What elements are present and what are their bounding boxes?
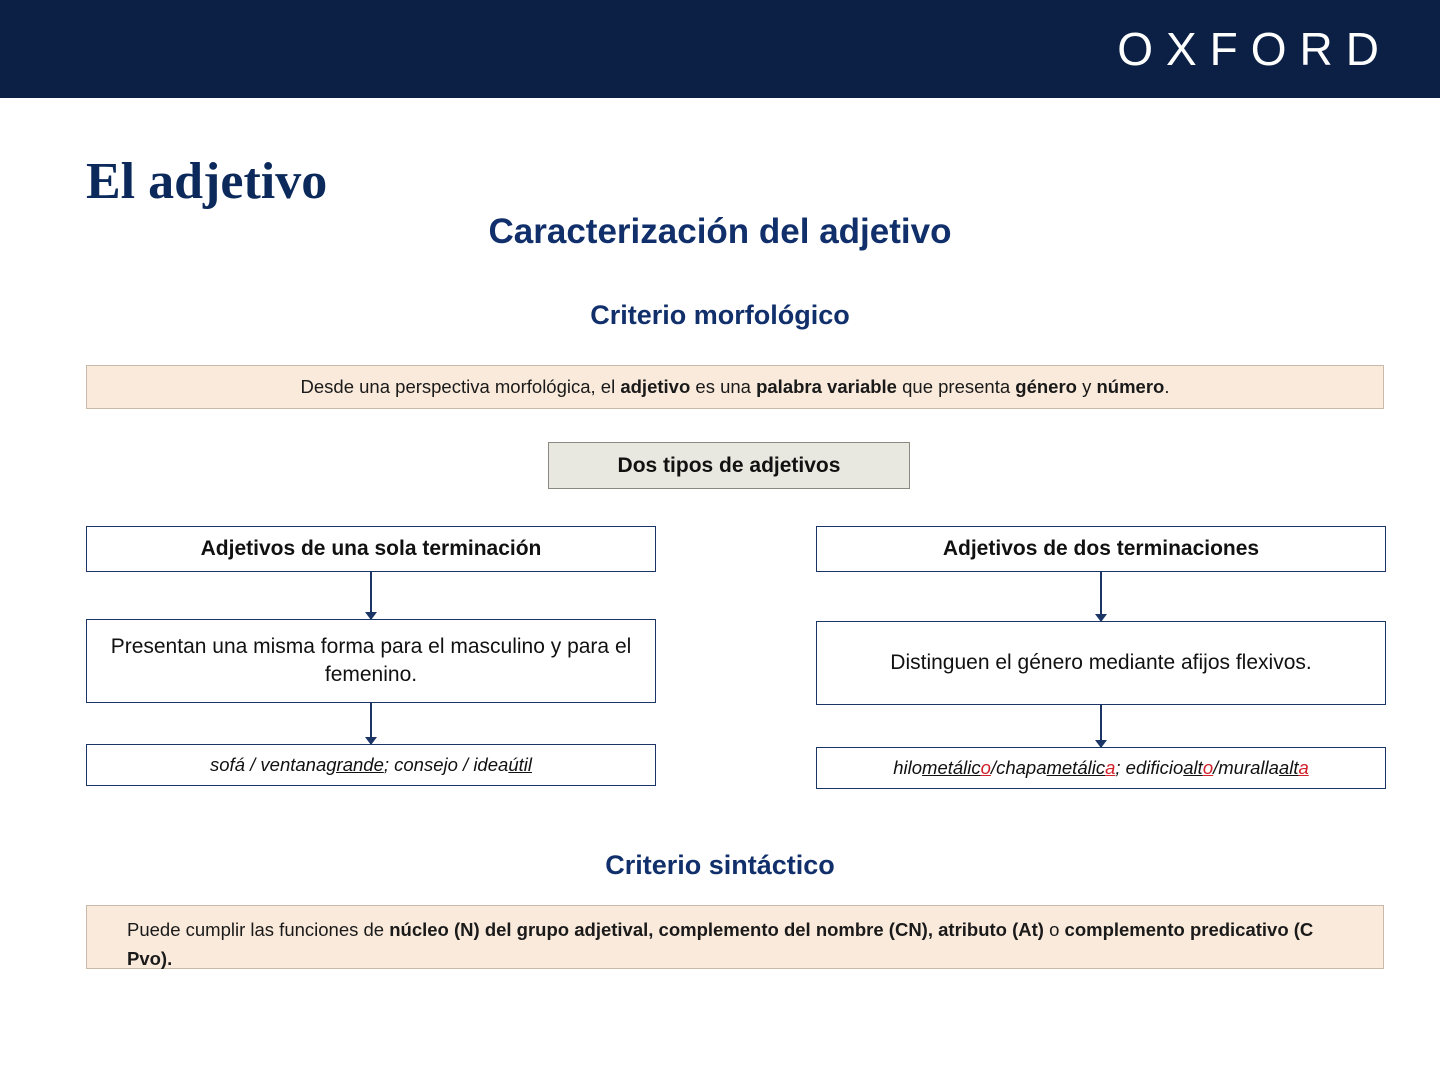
left-column-example-text [87,745,655,785]
def-m-part5: . [1164,376,1170,397]
right-ex-a: hilo [893,757,923,778]
def-m-part2: es una [690,376,757,397]
definition-banner-morfologico [86,365,1384,409]
def-m-bold2: palabra variable [756,376,897,397]
def-m-bold1: adjetivo [620,376,691,397]
left-column-description-text: Presentan una misma forma para el masculino y para el femenino. [110,634,632,686]
types-box [548,442,910,489]
def-m-bold3: género [1015,376,1077,397]
definition-banner-sintactico [86,905,1384,969]
right-column-header-box [816,526,1386,572]
def-s-part1: Puede cumplir las funciones de [127,919,390,940]
section-heading-morfologico: Criterio morfológico [590,300,850,330]
page-title: El adjetivo [86,153,328,210]
right-column-header-label: Adjetivos de dos terminaciones [942,537,1260,560]
right-ex-r1: o [980,757,991,778]
oxford-logo: OXFORD [1117,23,1392,75]
right-ex-u3: alt [1183,757,1203,778]
right-ex-c: ; edificio [1115,757,1184,778]
right-ex-r3: o [1202,757,1214,778]
slide-subtitle: Caracterización del adjetivo [488,212,952,251]
types-box-label: Dos tipos de adjetivos [617,453,841,477]
left-ex-a: sofá / ventana [210,754,327,775]
right-ex-u2: metálic [1046,757,1106,778]
left-column-header-box [86,526,656,572]
left-ex-u1: grande [326,754,384,775]
left-ex-u2: útil [508,754,532,775]
right-ex-d: /muralla [1213,757,1279,778]
right-ex-b: /chapa [990,757,1047,778]
right-ex-u1: metálic [922,757,981,778]
def-m-part3: que presenta [896,376,1016,397]
def-s-part2: o [1043,919,1065,940]
def-m-part4: y [1076,376,1097,397]
right-column-example-text [817,748,1385,788]
left-ex-b: ; consejo / idea [383,754,509,775]
right-column-example-box [816,747,1386,789]
left-column-example-box [86,744,656,786]
def-s-bold1: núcleo (N) del grupo adjetival, complemento del nombre (CN), atributo (At) [389,919,1044,940]
right-column-description-text: Distinguen el género mediante afijos flexivos. [890,650,1312,674]
right-ex-r2: a [1105,757,1116,778]
left-column-header-label: Adjetivos de una sola terminación [200,537,542,560]
right-column-description-box [816,621,1386,705]
right-ex-u4: alt [1278,757,1299,778]
def-s-bold2: complemento predicativo (C Pvo). [127,919,1314,969]
definition-text-sintactico [127,916,1343,973]
header-bar [0,0,1440,98]
right-ex-r4: a [1298,757,1309,778]
left-column-description-box [86,619,656,703]
definition-text-morfologico [301,376,1170,398]
section-heading-sintactico: Criterio sintáctico [605,850,835,880]
def-m-part1: Desde una perspectiva morfológica, el [300,376,621,397]
def-m-bold4: número [1096,376,1165,397]
